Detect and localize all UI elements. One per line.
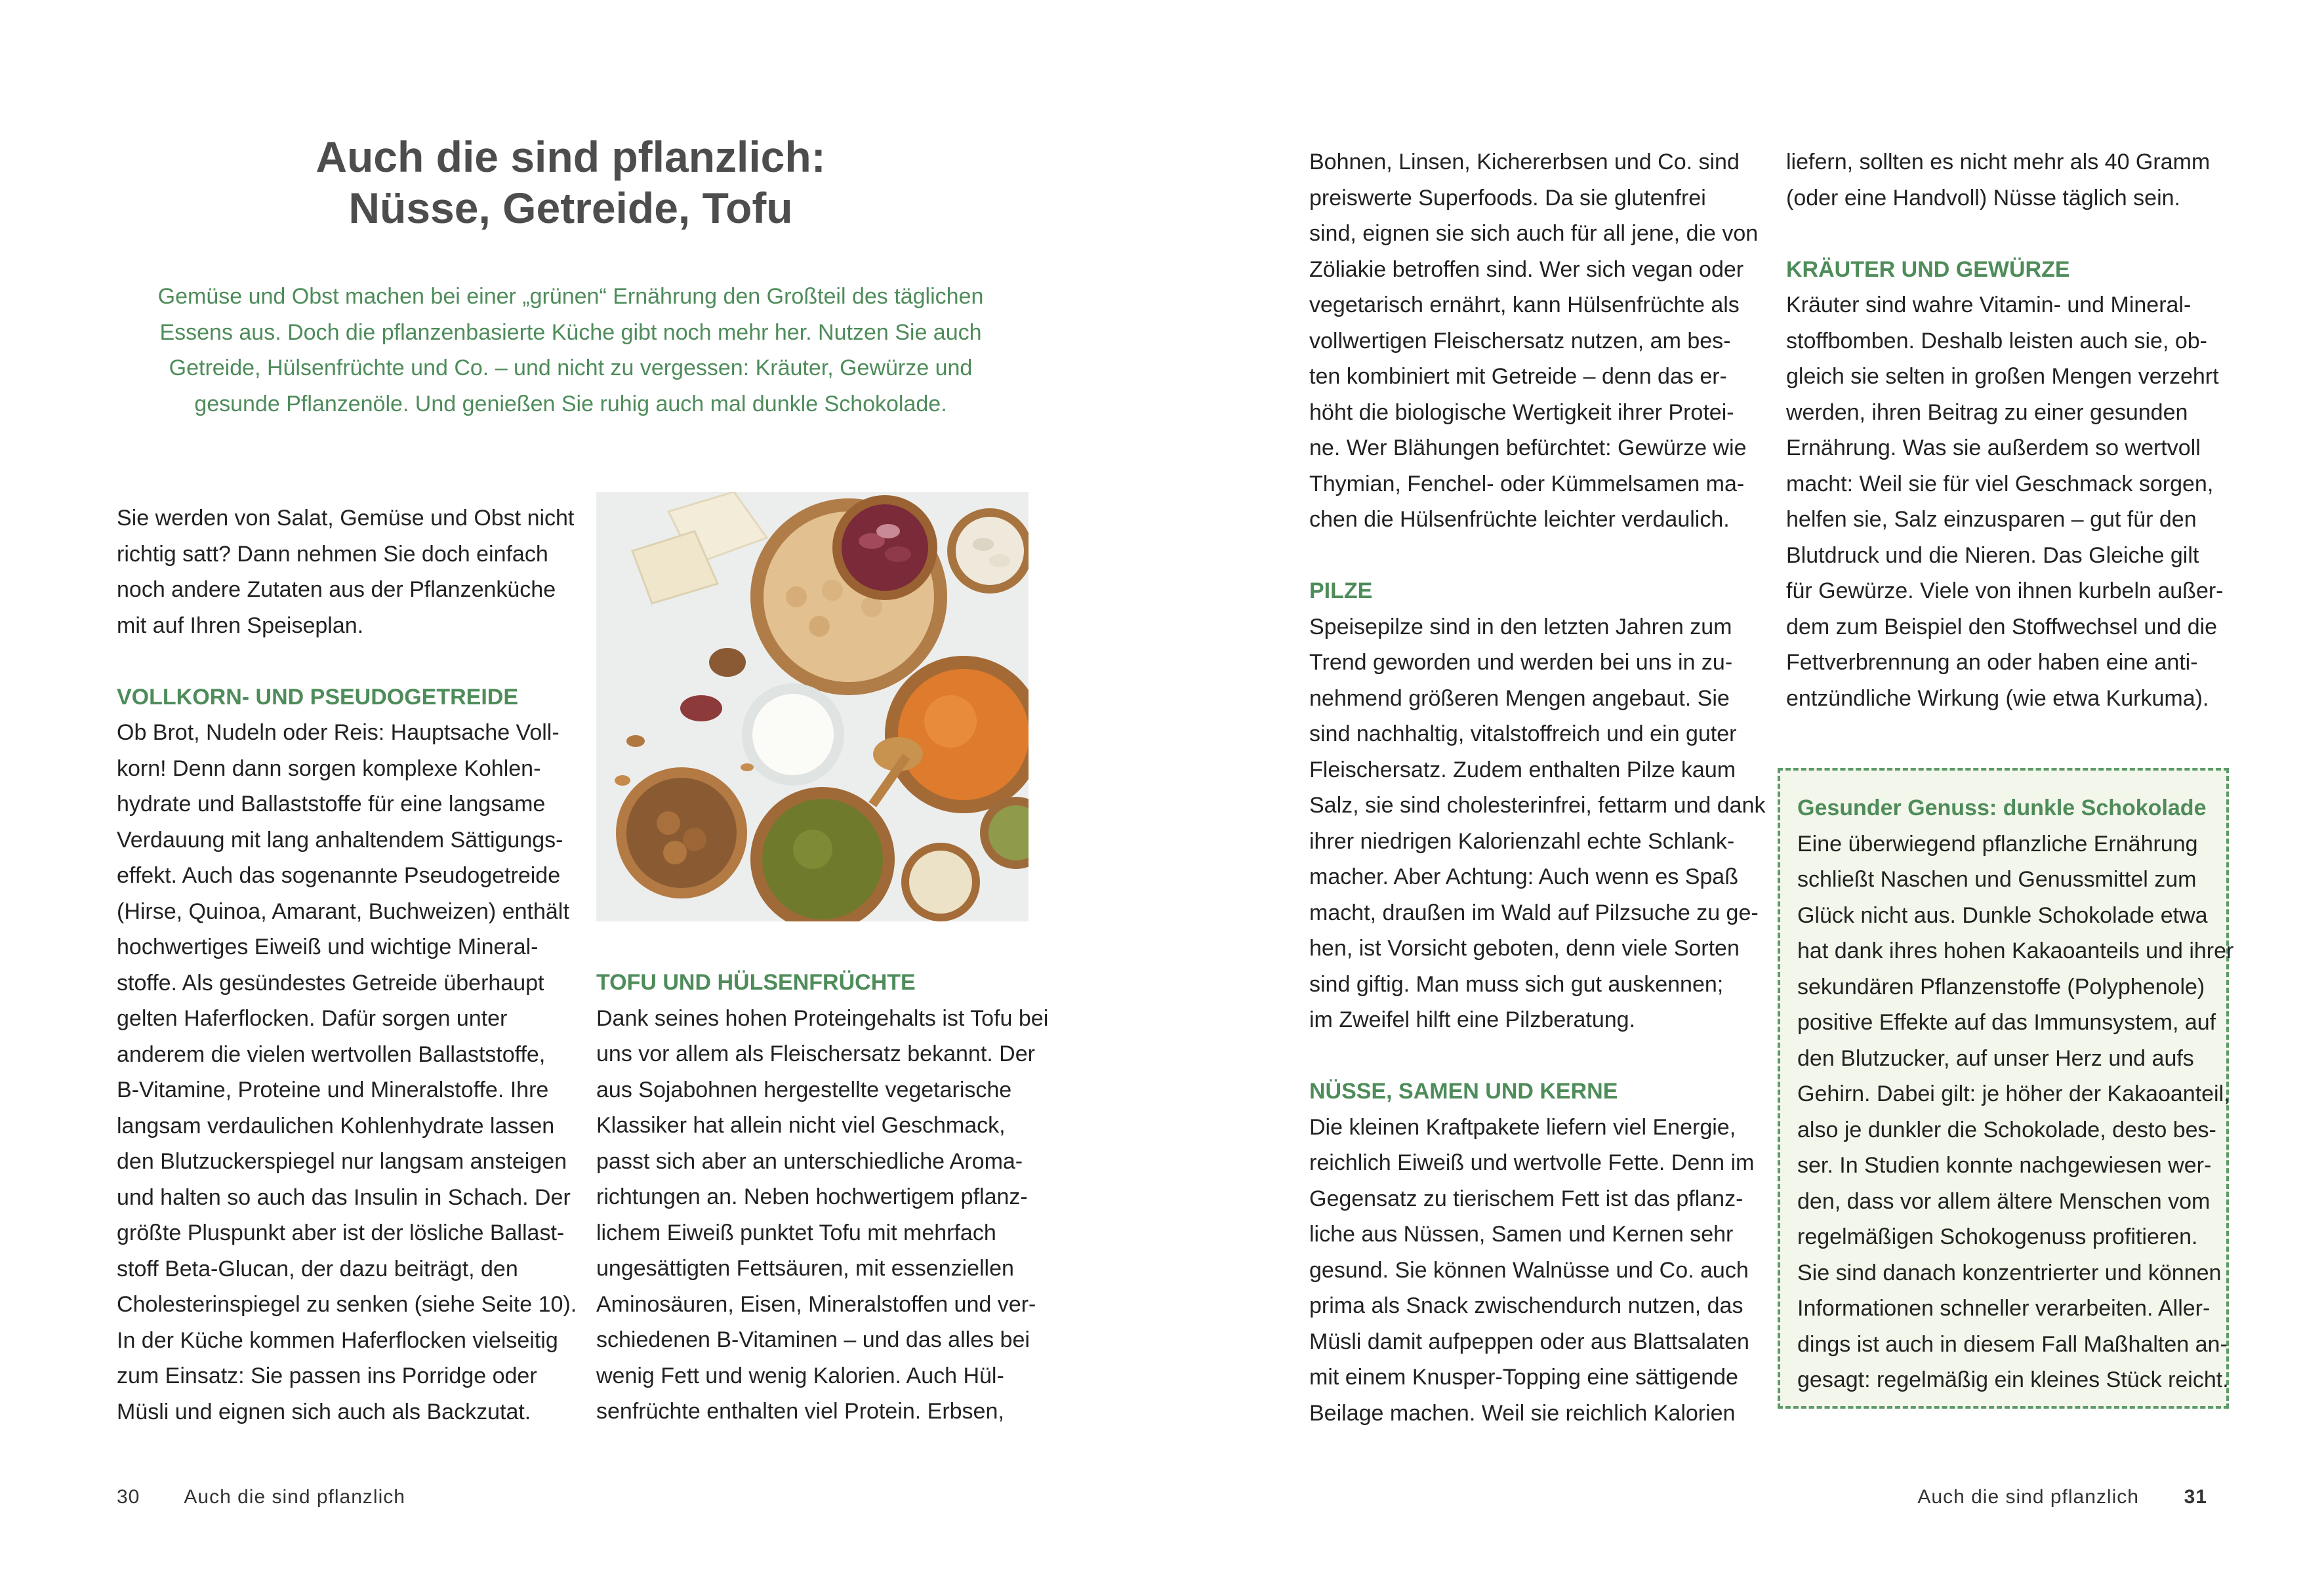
spacer (1309, 538, 1765, 574)
text-line: hochwertiges Eiweiß und wichtige Mineral- (117, 935, 539, 959)
text-line: positive Effekte auf das Immunsystem, auf (1797, 1010, 2216, 1035)
text-line: Fleischersatz. Zudem enthalten Pilze kaum (1309, 757, 1736, 782)
text-line: langsam verdaulichen Kohlenhydrate lassen (117, 1113, 555, 1139)
text-line: macher. Aber Achtung: Auch wenn es Spaß (1309, 864, 1738, 889)
text-line: hen, ist Vorsicht geboten, denn viele Sorten (1309, 936, 1740, 961)
spacer (117, 643, 577, 679)
text-line: stoffbomben. Deshalb leisten auch sie, ob- (1786, 328, 2207, 353)
running-title: Auch die sind pflanzlich (1917, 1486, 2139, 1508)
text-line: im Zweifel hilft eine Pilzberatung. (1309, 1007, 1636, 1032)
text-line: noch andere Zutaten aus der Pflanzenküche (117, 577, 556, 602)
section-heading-kraeuter: KRÄUTER UND GEWÜRZE (1786, 256, 2070, 282)
text-line: Speisepilze sind in den letzten Jahren zum (1309, 614, 1732, 639)
text-line: den Blutzucker, auf unser Herz und aufs (1797, 1045, 2194, 1071)
text-line: senfrüchte enthalten viel Protein. Erbsen, (596, 1399, 1004, 1424)
text-line: sind giftig. Man muss sich gut auskennen; (1309, 971, 1724, 997)
page-number: 30 (117, 1486, 140, 1508)
text-line: gesagt: regelmäßig ein kleines Stück reicht. (1797, 1367, 2229, 1392)
text-line: zum Einsatz: Sie passen ins Porridge oder (117, 1363, 537, 1388)
text-line: mit einem Knusper-Topping eine sättigende (1309, 1365, 1738, 1390)
text-line: passt sich aber an unterschiedliche Aroma- (596, 1148, 1023, 1174)
text-line: größte Pluspunkt aber ist der lösliche Ballast- (117, 1220, 565, 1245)
text-line: richtungen an. Neben hochwertigem pflanz- (596, 1184, 1028, 1209)
text-line: Ernährung. Was sie außerdem so wertvoll (1786, 435, 2201, 460)
intro-line: Essens aus. Doch die pflanzenbasierte Küche gibt noch mehr her. Nutzen Sie auch (159, 319, 982, 345)
text-line: (Hirse, Quinoa, Amarant, Buchweizen) enthält (117, 898, 569, 924)
intro-line: Gemüse und Obst machen bei einer „grünen“ Ernährung den Großteil des täglichen (157, 284, 984, 309)
text-line: prima als Snack zwischendurch nutzen, das (1309, 1293, 1743, 1318)
text-line: ten kombiniert mit Getreide – denn das er- (1309, 364, 1727, 389)
info-box-dark-chocolate (1778, 768, 2234, 1409)
text-line: (oder eine Handvoll) Nüsse täglich sein. (1786, 185, 2180, 211)
text-line: liche aus Nüssen, Samen und Kernen sehr (1309, 1222, 1734, 1247)
text-line: dings ist auch in diesem Fall Maßhalten an- (1797, 1331, 2228, 1357)
column-1 (117, 500, 577, 1430)
text-line: vegetarisch ernährt, kann Hülsenfrüchte als (1309, 292, 1740, 317)
section-heading-vollkorn: VOLLKORN- UND PSEUDOGETREIDE (117, 684, 519, 710)
text-line: Beilage machen. Weil sie reichlich Kalorien (1309, 1400, 1736, 1426)
text-line: wenig Fett und wenig Kalorien. Auch Hül- (596, 1363, 1004, 1388)
text-line: macht: Weil sie für viel Geschmack sorgen, (1786, 471, 2214, 496)
column-2 (596, 965, 1048, 1430)
text-line: Sie sind danach konzentrierter und können (1797, 1260, 2222, 1285)
text-line: vollwertigen Fleischersatz nutzen, am bes- (1309, 328, 1731, 353)
text-line: werden, ihren Beitrag zu einer gesunden (1786, 399, 2188, 425)
text-line: uns vor allem als Fleischersatz bekannt. Der (596, 1041, 1035, 1066)
text-line: Eine überwiegend pflanzliche Ernährung (1797, 831, 2198, 857)
text-line: richtig satt? Dann nehmen Sie doch einfach (117, 541, 548, 567)
text-line: korn! Denn dann sorgen komplexe Kohlen- (117, 756, 541, 781)
text-line: Müsli und eignen sich auch als Backzutat. (117, 1399, 531, 1424)
text-line: Gehirn. Dabei gilt: je höher der Kakaoanteil, (1797, 1081, 2230, 1106)
text-line: B-Vitamine, Proteine und Mineralstoffe. Ihre (117, 1078, 549, 1102)
intro-paragraph (148, 279, 994, 422)
text-line: Gegensatz zu tierischem Fett ist das pflanz- (1309, 1186, 1743, 1211)
text-line: sind nachhaltig, vitalstoffreich und ein guter (1309, 721, 1737, 746)
text-line: In der Küche kommen Haferflocken vielseitig (117, 1327, 558, 1353)
intro-line: gesunde Pflanzenöle. Und genießen Sie ruhig auch mal dunkle Schokolade. (194, 391, 947, 416)
text-line: Trend geworden und werden bei uns in zu- (1309, 650, 1733, 675)
text-line: ne. Wer Blähungen befürchtet: Gewürze wie (1309, 435, 1747, 460)
text-line: ungesättigten Fettsäuren, mit essenziellen (596, 1256, 1014, 1281)
text-line: für Gewürze. Viele von ihnen kurbeln außer- (1786, 578, 2224, 603)
text-line: hydrate und Ballaststoffe für eine langsame (117, 792, 546, 816)
text-line: ihrer niedrigen Kalorienzahl echte Schlank- (1309, 828, 1735, 854)
text-line: stoff Beta-Glucan, der dazu beiträgt, den (117, 1256, 518, 1281)
text-line: Blutdruck und die Nieren. Das Gleiche gilt (1786, 542, 2199, 568)
text-line: Klassiker hat allein nicht viel Geschmack, (596, 1113, 1006, 1138)
text-line: Kräuter sind wahre Vitamin- und Mineral- (1786, 292, 2191, 317)
text-line: den Blutzuckerspiegel nur langsam ansteigen (117, 1149, 567, 1174)
text-line: regelmäßigen Schokogenuss profitieren. (1797, 1224, 2198, 1249)
column-4 (1786, 144, 2224, 716)
text-line: Glück nicht aus. Dunkle Schokolade etwa (1797, 902, 2208, 928)
text-line: helfen sie, Salz einzusparen – gut für den (1786, 507, 2197, 532)
legumes-nuts-illustration (596, 492, 1029, 921)
text-line: dem zum Beispiel den Stoffwechsel und die (1786, 614, 2218, 639)
text-line: hat dank ihres hohen Kakaoanteils und ihrer (1797, 938, 2234, 963)
text-line: gelten Haferflocken. Dafür sorgen unter (117, 1006, 508, 1031)
text-line: preiswerte Superfoods. Da sie glutenfrei (1309, 185, 1706, 211)
text-line: gleich sie selten in großen Mengen verzehrt (1786, 364, 2219, 389)
section-heading-tofu: TOFU UND HÜLSENFRÜCHTE (596, 970, 916, 995)
text-line: Verdauung mit lang anhaltendem Sättigungs- (117, 827, 563, 853)
intro-line: Getreide, Hülsenfrüchte und Co. – und nicht zu vergessen: Kräuter, Gewürze und (169, 355, 973, 380)
text-line: Müsli damit aufpeppen oder aus Blattsalaten (1309, 1329, 1749, 1354)
text-line: Ob Brot, Nudeln oder Reis: Hauptsache Voll- (117, 720, 560, 745)
food-photo (596, 492, 1029, 921)
title-line-2: Nüsse, Getreide, Tofu (348, 184, 793, 232)
text-line: mit auf Ihren Speiseplan. (117, 613, 364, 638)
section-heading-nuesse: NÜSSE, SAMEN UND KERNE (1309, 1079, 1618, 1104)
text-line: den, dass vor allem ältere Menschen vom (1797, 1188, 2211, 1214)
page-footer-left (117, 1484, 405, 1510)
text-line: chen die Hülsenfrüchte leichter verdaulich. (1309, 507, 1730, 532)
text-line: ser. In Studien konnte nachgewiesen wer- (1797, 1153, 2212, 1178)
text-line: effekt. Auch das sogenannte Pseudogetreide (117, 863, 561, 888)
text-line: aus Sojabohnen hergestellte vegetarische (596, 1077, 1012, 1102)
page-title (98, 131, 1043, 233)
text-line: schließt Naschen und Genussmittel zum (1797, 867, 2197, 892)
page-footer-right (1917, 1484, 2207, 1510)
text-line: Bohnen, Linsen, Kichererbsen und Co. sind (1309, 150, 1740, 174)
page-number: 31 (2184, 1486, 2207, 1508)
text-line: Cholesterinspiegel zu senken (siehe Seite 10). (117, 1292, 577, 1317)
text-line: Sie werden von Salat, Gemüse und Obst nicht (117, 506, 575, 531)
text-line: entzündliche Wirkung (wie etwa Kurkuma). (1786, 685, 2209, 711)
text-line: höht die biologische Wertigkeit ihrer Protei- (1309, 399, 1734, 425)
text-line: gesund. Sie können Walnüsse und Co. auch (1309, 1257, 1749, 1283)
text-line: Dank seines hohen Proteingehalts ist Tofu bei (596, 1005, 1049, 1031)
text-line: Informationen schneller verarbeiten. Aller- (1797, 1296, 2211, 1321)
text-line: nehmend größeren Mengen angebaut. Sie (1309, 685, 1730, 711)
text-line: Thymian, Fenchel- oder Kümmelsamen ma- (1309, 471, 1745, 496)
spacer (1309, 1038, 1765, 1074)
text-line: stoffe. Als gesündestes Getreide überhaupt (117, 970, 544, 996)
text-line: reichlich Eiweiß und wertvolle Fette. Denn im (1309, 1150, 1755, 1175)
text-line: liefern, sollten es nicht mehr als 40 Gramm (1786, 150, 2211, 174)
text-line: lichem Eiweiß punktet Tofu mit mehrfach (596, 1220, 996, 1245)
title-line-1: Auch die sind pflanzlich: (316, 132, 826, 181)
info-box-heading: Gesunder Genuss: dunkle Schokolade (1797, 796, 2207, 820)
text-line: Die kleinen Kraftpakete liefern viel Energie, (1309, 1114, 1736, 1140)
text-line: Salz, sie sind cholesterinfrei, fettarm und dank (1309, 793, 1766, 818)
section-heading-pilze: PILZE (1309, 578, 1373, 603)
text-line: also je dunkler die Schokolade, desto bes- (1797, 1117, 2216, 1142)
text-line: macht, draußen im Wald auf Pilzsuche zu ge- (1309, 900, 1759, 925)
running-title: Auch die sind pflanzlich (184, 1486, 405, 1508)
text-line: anderem die vielen wertvollen Ballaststoffe, (117, 1041, 546, 1067)
text-line: Fettverbrennung an oder haben eine anti- (1786, 650, 2198, 675)
text-line: schiedenen B-Vitaminen – und das alles bei (596, 1327, 1030, 1352)
text-line: Zöliakie betroffen sind. Wer sich vegan oder (1309, 256, 1744, 282)
column-3 (1309, 144, 1765, 1431)
text-line: sekundären Pflanzenstoffe (Polyphenole) (1797, 974, 2205, 999)
text-line: sind, eignen sie sich auch für all jene, die von (1309, 221, 1759, 246)
text-line: und halten so auch das Insulin in Schach. Der (117, 1184, 571, 1210)
spacer (1786, 216, 2224, 252)
info-box-content (1797, 790, 2233, 1398)
text-line: Aminosäuren, Eisen, Mineralstoffen und ver- (596, 1291, 1036, 1317)
